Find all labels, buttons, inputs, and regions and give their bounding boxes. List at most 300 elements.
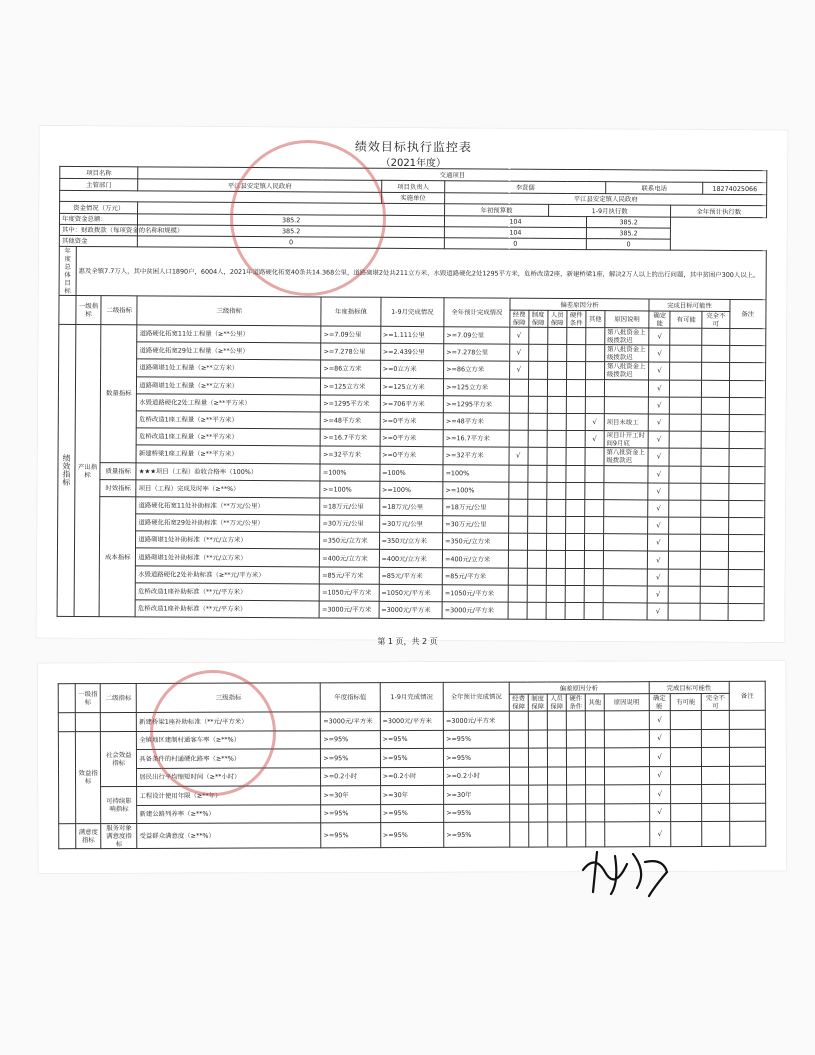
deviation-d3 [547,362,566,379]
deviation-d1 [509,465,528,482]
deviation-d2 [528,379,547,396]
reason-note [604,396,649,413]
year-forecast: >=16.7平方米 [443,430,509,448]
reason-note [605,785,650,804]
note [729,363,765,380]
annual-target: =30万元/公里 [320,515,379,533]
deviation-d5 [585,729,604,748]
deviation-d2 [527,516,546,533]
handwritten-signature [575,842,675,902]
possibility-certain: √ [648,517,669,534]
reason-note [604,379,649,396]
funds-row-forecast: 0 [586,239,671,251]
possibility-none [702,803,730,822]
possibility-likely [669,483,701,500]
possibility-certain: √ [648,465,669,482]
possibility-likely [670,362,702,379]
indicator-name: 新建桥梁1座工程量（≥**平方米） [136,445,320,463]
hdr-d3: 人员保障 [548,310,567,327]
deviation-d5 [585,499,604,516]
deviation-d2 [528,711,547,730]
reason-note [604,711,649,730]
annual-target: >=86立方米 [321,360,380,378]
reason-note: 第八批资金上级拨款迟 [605,345,650,362]
deviation-d5 [584,585,603,602]
year-forecast: >=95% [444,748,510,767]
annual-target: >=100% [320,481,379,499]
indicator-name: 工程设计使用年限（≥**年） [137,786,321,805]
year-forecast: >=100% [443,481,509,499]
note [728,552,764,569]
deviation-d4 [566,448,585,465]
possibility-none [702,821,730,846]
page-1 [36,126,787,643]
hdr2-note: 备注 [729,681,765,710]
deviation-d2 [528,785,547,804]
indicator-name: 危桥改造1座工程量（≥**平方米） [136,428,320,446]
deviation-d2 [527,585,546,602]
deviation-d3 [546,551,565,568]
page-footer: 第 1 页，共 2 页 [377,637,438,646]
deviation-d3 [547,711,566,730]
deviation-d4 [566,362,585,379]
possibility-likely [670,345,702,362]
year-forecast: >=95% [444,804,510,823]
hdr2-d1: 经费保障 [509,694,528,711]
possibility-none [702,784,730,803]
deviation-d4 [565,568,584,585]
possibility-likely [670,397,702,414]
indicator-name: 受益群众满意度（≥**%） [137,823,321,849]
note [729,328,765,345]
indicator-name: 道路砌堪1处补助标准（**元/立方米） [136,548,320,566]
deviation-d5 [585,465,604,482]
possibility-certain: √ [649,748,670,767]
year-forecast: =100% [443,464,509,482]
annual-target: >=95% [321,804,380,823]
deviation-d3 [546,585,565,602]
sep-completion: >=95% [380,730,444,749]
possibility-certain: √ [649,729,670,748]
possibility-likely [669,448,701,465]
annual-target: >=48平方米 [321,412,380,430]
possibility-certain: √ [649,766,670,785]
hdr-l2: 二级指标 [101,296,137,325]
indicator-name: 居民出行平均缩短时间（≥**小时） [137,767,321,786]
deviation-d1 [509,430,528,447]
deviation-d4 [566,766,585,785]
deviation-d2 [528,344,547,361]
deviation-d1 [509,767,528,786]
possibility-likely [670,328,702,345]
possibility-none [702,363,730,380]
deviation-d3 [546,534,565,551]
possibility-certain: √ [649,380,670,397]
possibility-certain: √ [647,603,668,620]
deviation-d4 [566,482,585,499]
possibility-likely [669,466,701,483]
hdr-poss: 完成目标可能性 [649,299,729,311]
annual-target: >=0.2小时 [321,767,380,786]
hdr2-l2: 二级指标 [101,683,137,712]
sep-completion: =400元/立方米 [379,550,443,568]
funds-label: 资金情况（万元） [60,201,138,213]
hdr-sep: 1-9月完成情况 [380,297,444,326]
possibility-certain: √ [648,483,669,500]
indicator-name: 道路砌堪1处补助标准（**元/立方米） [136,531,320,549]
indicator-name: 全镇地区建制村通客车率（≥**%） [137,730,321,749]
deviation-d5: √ [585,431,604,448]
funds-row-budget: 385.2 [138,214,445,227]
reason-note [604,500,649,517]
possibility-none [702,766,730,785]
indicator-name: 道路硬化拓宽11处补助标准（**万元/公里） [136,497,320,515]
note [730,803,766,822]
possibility-likely [669,534,701,551]
reason-note: 项目未竣工 [604,414,649,431]
possibility-none [702,729,730,748]
reason-note [603,551,648,568]
deviation-d2 [529,822,548,847]
deviation-d3 [547,448,566,465]
indicator-name: 项目（工程）完成及时率（≥**%） [136,480,320,498]
indicator-name: 具备条件的村通硬化路率（≥**%） [137,749,321,768]
annual-target: =1050元/平方米 [320,584,379,602]
sep-completion: >=706平方米 [380,395,444,413]
note [729,397,765,414]
deviation-d5 [585,362,604,379]
year-forecast: >=7.09公里 [444,327,510,345]
group-timeliness: 时效指标 [100,479,136,496]
sep-completion: >=125立方米 [380,378,444,396]
deviation-d3 [547,413,566,430]
funds-col2: 1-9月执行数 [548,204,671,217]
phone-value: 18274025066 [703,182,767,194]
reason-note [605,766,650,785]
deviation-d1 [509,804,528,823]
possibility-certain: √ [649,328,670,345]
deviation-d5 [584,568,603,585]
sep-completion: >=95% [380,804,444,823]
indicator-name: 危桥改造1座补助标准（**元/平方米） [135,583,319,601]
possibility-likely [670,821,702,846]
hdr-d1: 经费保障 [510,310,529,327]
possibility-certain: √ [649,397,670,414]
indicator-name: 危桥改造1座工程量（≥**平方米） [137,411,321,429]
possibility-certain: √ [649,362,670,379]
deviation-d5 [584,534,603,551]
deviation-d2 [527,533,546,550]
deviation-d3 [546,568,565,585]
funds-row-name: 年度资金总额： [59,213,137,224]
table-year: （2021年度） [380,157,447,170]
possibility-likely [670,766,702,785]
deviation-d1 [509,748,528,767]
deviation-d4 [566,345,585,362]
deviation-d2 [527,568,546,585]
note [729,414,765,431]
deviation-d5 [586,785,605,804]
deviation-d5 [585,766,604,785]
annual-target: =350元/立方米 [320,532,379,550]
possibility-certain: √ [649,822,670,847]
deviation-d1: √ [509,361,528,378]
deviation-d3 [547,465,566,482]
possibility-none [700,569,728,586]
reason-note [603,585,648,602]
deviation-d1 [508,585,527,602]
possibility-certain: √ [648,431,669,448]
sep-completion: >=95% [380,822,444,847]
deviation-d5 [585,748,604,767]
table-title: 绩效目标执行监控表 [354,139,472,155]
deviation-d1 [509,379,528,396]
note [729,449,765,466]
note [729,784,765,803]
annual-target: >=125立方米 [321,378,380,396]
possibility-certain: √ [649,345,670,362]
deviation-d1 [508,499,527,516]
year-forecast: >=30年 [444,785,510,804]
funds-row-executed: 104 [445,216,587,228]
sep-completion: >=0立方米 [380,361,444,379]
year-forecast: =400元/立方米 [443,550,509,568]
monitoring-table [57,166,768,622]
deviation-d5 [584,517,603,534]
deviation-d2 [528,327,547,344]
year-forecast: =1050元/平方米 [442,585,508,603]
deviation-d3 [547,379,566,396]
annual-target: >=32平方米 [320,446,379,464]
deviation-d1 [508,551,527,568]
deviation-d5 [585,482,604,499]
possibility-likely [670,747,702,766]
project-name: 交通项目 [138,167,767,183]
sep-completion: =350元/立方米 [379,533,443,551]
deviation-d3 [547,785,566,804]
note [729,766,765,785]
output-label: 产出指标 [74,324,101,616]
overall-label: 年度总体目标 [59,246,76,295]
possibility-none [701,466,729,483]
possibility-likely [670,784,702,803]
funds-col1: 年初预算数 [445,204,549,217]
deviation-d1 [509,785,528,804]
hdr2-d2: 制度保障 [528,694,547,711]
annual-target: =85元/平方米 [320,567,379,585]
deviation-d2 [528,430,547,447]
deviation-d4 [567,785,586,804]
hdr2-year: 全年预计完成情况 [443,682,509,711]
blank [58,713,75,732]
deviation-d3 [547,729,566,748]
possibility-none [701,535,729,552]
official-seal [230,140,386,296]
deviation-d5 [584,603,603,620]
hdr2-d3: 人员保障 [547,694,566,711]
possibility-likely [670,710,702,729]
deviation-d2 [528,413,547,430]
reason-note [603,568,648,585]
note [728,603,764,620]
deviation-d4 [566,379,585,396]
possibility-certain: √ [648,551,669,568]
deviation-d4 [565,551,584,568]
deviation-d1: √ [509,447,528,464]
deviation-d5 [585,396,604,413]
annual-target: =18万元/公里 [320,498,379,516]
possibility-certain: √ [648,569,669,586]
deviation-d2 [528,448,547,465]
indicator-name: 道路砌堪1处工程量（≥**立方米） [137,376,321,394]
possibility-certain: √ [649,803,670,822]
satisfaction-label: 满意度指标 [76,824,101,849]
indicator-name: 水毁道路硬化2处补助标准（≥**元/平方米） [136,565,320,583]
year-forecast: >=48平方米 [443,413,509,431]
deviation-d1: √ [509,344,528,361]
deviation-d3 [547,766,566,785]
reason-note: 第八批资金上级拨款迟 [605,328,650,345]
deviation-d4 [566,465,585,482]
hdr-note: 备注 [730,299,766,328]
deviation-d4 [566,711,585,730]
group-quality: 质量指标 [100,462,136,479]
annual-target: >=7.278公里 [321,343,380,361]
annual-target: >=95% [321,749,380,768]
possibility-likely [669,603,701,620]
sep-completion: >=0.2小时 [380,767,444,786]
reason-note [603,517,648,534]
blank [101,712,137,731]
possibility-none [702,397,730,414]
funds-row-executed: 0 [444,238,586,250]
note [729,466,765,483]
note [728,586,764,603]
indicator-name: 新建桥梁1座补助标准（**元/平方米） [137,712,321,731]
deviation-d2 [528,465,547,482]
deviation-d3 [547,748,566,767]
possibility-likely [670,729,702,748]
reason-note [604,482,649,499]
indicator-name: 道路硬化拓宽11处工程量（≥**公里） [137,325,321,343]
annual-target: =3000元/平方米 [321,712,380,731]
note [729,710,765,729]
sep-completion: =30万元/公里 [379,515,443,533]
possibility-certain: √ [648,500,669,517]
sep-completion: >=100% [379,481,443,499]
indicator-name: 道路硬化拓宽29处工程量（≥**公里） [137,342,321,360]
year-forecast: =350元/立方米 [443,533,509,551]
funds-row-budget: 385.2 [138,225,445,238]
deviation-d1 [509,413,528,430]
deviation-d1 [508,533,527,550]
possibility-certain: √ [648,534,669,551]
reason-note: 第八批资金上级拨款迟 [604,448,649,465]
deviation-d1 [509,396,528,413]
reason-note [603,534,648,551]
deviation-d3 [547,482,566,499]
annual-target: >=16.7平方米 [321,429,380,447]
hdr-d4: 硬件条件 [567,310,586,327]
deviation-d5 [585,379,604,396]
possibility-certain: √ [647,586,668,603]
year-forecast: >=1295平方米 [443,395,509,413]
reason-note [604,465,649,482]
possibility-likely [669,500,701,517]
owner-value: 李贤儒 [445,181,606,194]
deviation-d5 [584,551,603,568]
sep-completion: >=0平方米 [380,429,444,447]
perf-label: 绩效指标 [57,324,76,616]
deviation-d3 [546,602,565,619]
indicator-name: 水毁道路硬化2处工程量（≥**平方米） [137,394,321,412]
annual-target: =3000元/平方米 [319,601,378,619]
sep-completion: =1050元/平方米 [379,584,443,602]
hdr2-p3: 完全不可 [702,693,730,710]
funds-row-budget: 0 [138,236,445,249]
possibility-likely [669,569,701,586]
note [730,821,766,846]
deviation-d1: √ [509,327,528,344]
hdr2-l3: 三级指标 [136,683,320,713]
possibility-likely [670,380,702,397]
deviation-d4 [565,534,584,551]
group-cost: 成本指标 [99,496,136,617]
phone-label: 联系电话 [606,182,703,195]
deviation-d5 [585,345,604,362]
sep-completion: >=2.439公里 [380,343,444,361]
hdr-l3: 三级指标 [137,296,321,326]
deviation-d4 [565,602,584,619]
reason-note [604,748,649,767]
deviation-d2 [527,551,546,568]
group-quantity: 数量指标 [100,325,137,463]
hdr-dev: 偏差原因分析 [510,298,650,311]
hdr2-dev: 偏差原因分析 [509,682,649,694]
reason-note [603,603,648,620]
possibility-likely [669,517,701,534]
deviation-d1 [508,602,527,619]
indicator-name: 道路硬化拓宽29处补助标准（**万元/公里） [136,514,320,532]
hdr-l1: 一级指标 [76,295,102,324]
year-forecast: =85元/平方米 [442,567,508,585]
overall-text: 惠及全镇7.7万人，其中贫困人口1890户，6004人，2021年道路硬化拓宽40条共14.368公里，道路砌堪2处共211立方米，水毁道路硬化2处1295平方米，危桥改造2座，新建桥梁1座，解决2万人以上的出行问题，其中贫困户300人以上。 [76,246,766,299]
group-social: 社会效益指标 [101,731,137,787]
possibility-none [701,449,729,466]
sep-completion: =85元/平方米 [379,567,443,585]
note [729,380,765,397]
deviation-d2 [527,499,546,516]
deviation-d1 [509,482,528,499]
dept-value: 平江县安定镇人民政府 [138,179,381,192]
deviation-d2 [528,804,547,823]
deviation-d5 [586,328,605,345]
deviation-d4 [565,585,584,602]
hdr2-d5: 其他 [585,694,604,711]
funds-row-forecast: 385.2 [586,228,671,240]
group-service: 服务对象满意度指标 [101,823,137,848]
deviation-d3 [546,499,565,516]
possibility-none [702,710,730,729]
hdr-d5: 其他 [586,311,605,328]
hdr2-poss: 完成目标可能性 [649,681,729,693]
deviation-d5: √ [585,413,604,430]
deviation-d3 [547,430,566,447]
hdr2-d6: 原因说明 [604,694,649,711]
deviation-d2 [527,602,546,619]
year-forecast: >=0.2小时 [444,767,510,786]
possibility-none [700,603,728,620]
